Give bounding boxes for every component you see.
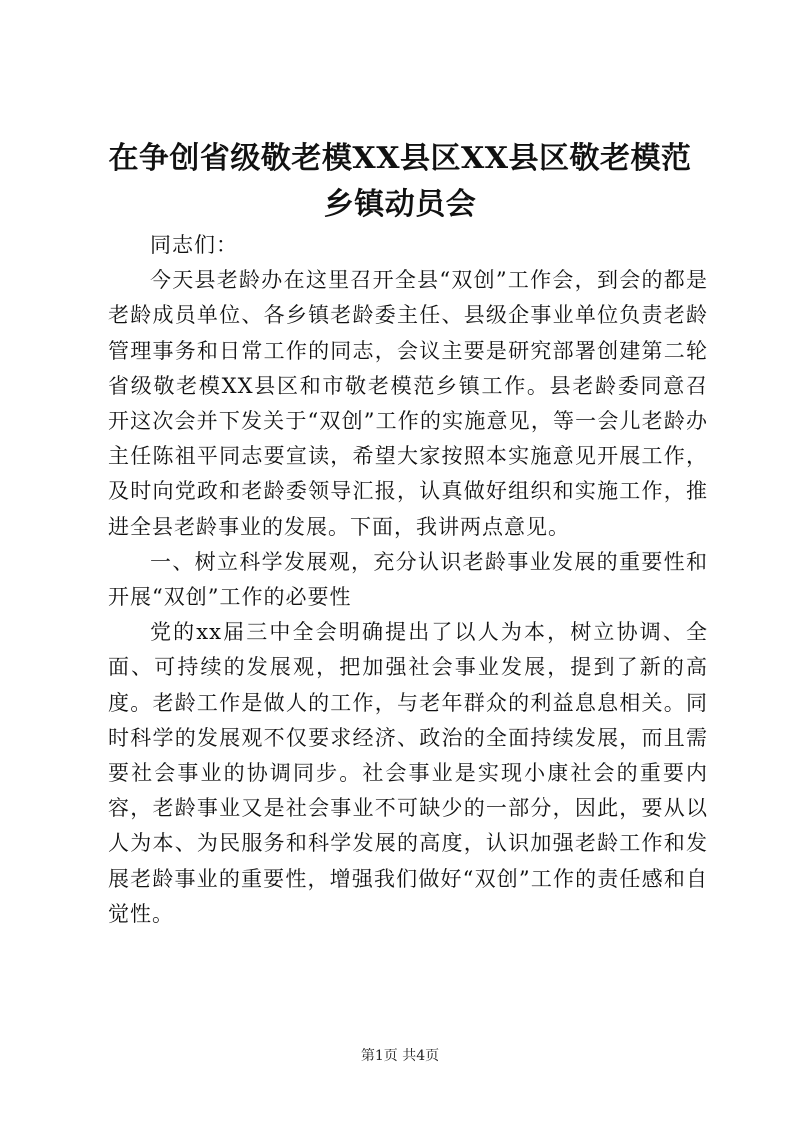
body-paragraph: 今天县老龄办在这里召开全县“双创”工作会，到会的都是老龄成员单位、各乡镇老龄委主任、县级企事业单位负责老龄管理事务和日常工作的同志，会议主要是研究部署创建第二轮省级敬老模XX县区和市敬老模范乡镇工作。县老龄委同意召开这次会并下发关于“双创”工作的实施意见，等一会儿老龄办主任陈祖平同志要宣读，希望大家按照本实施意见开展工作，及时向党政和老龄委领导汇报，认真做好组织和实施工作，推进全县老龄事业的发展。下面，我讲两点意见。 <box>108 268 708 539</box>
document-body <box>108 228 708 932</box>
document-title: 在争创省级敬老模XX县区XX县区敬老模范乡镇动员会 <box>108 141 692 222</box>
salutation-paragraph: 同志们： <box>150 233 238 257</box>
section-heading-paragraph: 一、树立科学发展观，充分认识老龄事业发展的重要性和开展“双创”工作的必要性 <box>108 549 708 610</box>
body-paragraph: 党的xx届三中全会明确提出了以人为本，树立协调、全面、可持续的发展观，把加强社会事业发展，提到了新的高度。老龄工作是做人的工作，与老年群众的利益息息相关。同时科学的发展观不仅要求经济、政治的全面持续发展，而且需要社会事业的协调同步。社会事业是实现小康社会的重要内容，老龄事业又是社会事业不可缺少的一部分，因此，要从以人为本、为民服务和科学发展的高度，认识加强老龄工作和发展老龄事业的重要性，增强我们做好“双创”工作的责任感和自觉性。 <box>108 620 708 926</box>
page-number-footer: 第1页 共4页 <box>360 1048 440 1064</box>
